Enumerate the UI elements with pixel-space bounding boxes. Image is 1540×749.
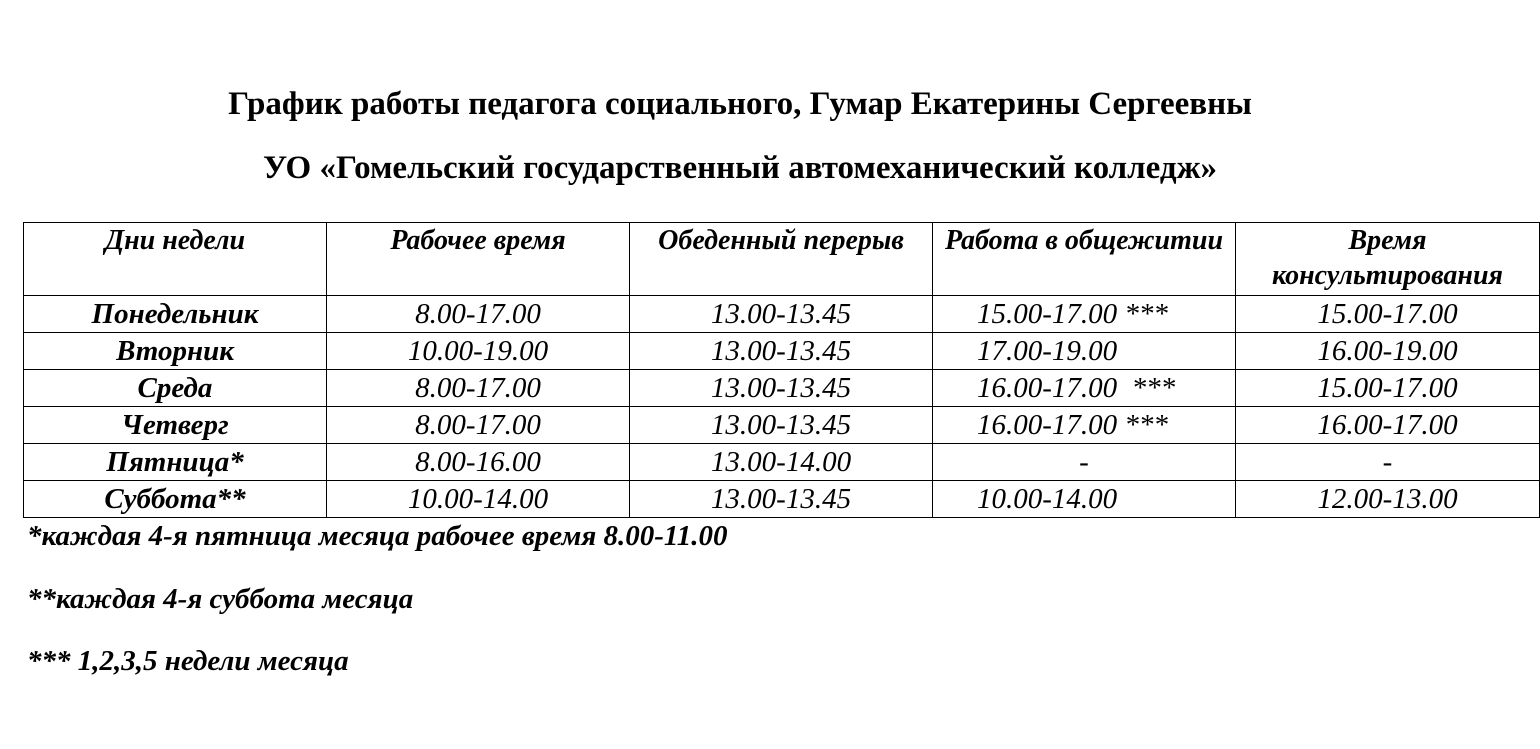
- dorm-cell: 16.00-17.00 ***: [933, 407, 1236, 444]
- consult-cell: 12.00-13.00: [1236, 481, 1540, 518]
- work-time-cell: 8.00-17.00: [327, 296, 630, 333]
- dorm-cell: 16.00-17.00 ***: [933, 370, 1236, 407]
- header-work-time: Рабочее время: [327, 223, 630, 296]
- consult-cell: 16.00-19.00: [1236, 333, 1540, 370]
- day-cell: Четверг: [24, 407, 327, 444]
- table-row: [24, 333, 1540, 370]
- lunch-cell: 13.00-13.45: [630, 296, 933, 333]
- work-time-cell: 10.00-14.00: [327, 481, 630, 518]
- day-cell: Среда: [24, 370, 327, 407]
- table-row: [24, 370, 1540, 407]
- consult-cell: 15.00-17.00: [1236, 370, 1540, 407]
- header-lunch-break: Обеденный перерыв: [630, 223, 933, 296]
- schedule-table: [23, 222, 1540, 518]
- table-row: [24, 296, 1540, 333]
- work-time-cell: 8.00-17.00: [327, 370, 630, 407]
- work-time-cell: 8.00-17.00: [327, 407, 630, 444]
- dorm-cell: 10.00-14.00: [933, 481, 1236, 518]
- day-cell: Суббота**: [24, 481, 327, 518]
- table-row: [24, 444, 1540, 481]
- day-cell: Пятница*: [24, 444, 327, 481]
- lunch-cell: 13.00-13.45: [630, 333, 933, 370]
- dorm-cell: 17.00-19.00: [933, 333, 1236, 370]
- work-time-cell: 10.00-19.00: [327, 333, 630, 370]
- consult-cell: 15.00-17.00: [1236, 296, 1540, 333]
- table-row: [24, 481, 1540, 518]
- header-dorm-work: Работа в общежитии: [933, 223, 1236, 296]
- dorm-cell: 15.00-17.00 ***: [933, 296, 1236, 333]
- lunch-cell: 13.00-13.45: [630, 407, 933, 444]
- day-cell: Понедельник: [24, 296, 327, 333]
- lunch-cell: 13.00-13.45: [630, 481, 933, 518]
- table-header-row: [24, 223, 1540, 296]
- consult-cell: 16.00-17.00: [1236, 407, 1540, 444]
- footnote-weeks: *** 1,2,3,5 недели месяца: [27, 645, 349, 677]
- header-consult-time: Время консультирования: [1236, 223, 1540, 296]
- header-days: Дни недели: [24, 223, 327, 296]
- document-title: График работы педагога социального, Гумар Екатерины Сергеевны: [228, 86, 1252, 122]
- work-time-cell: 8.00-16.00: [327, 444, 630, 481]
- table-row: [24, 407, 1540, 444]
- lunch-cell: 13.00-13.45: [630, 370, 933, 407]
- document-subtitle: УО «Гомельский государственный автомеханический колледж»: [262, 150, 1218, 186]
- day-cell: Вторник: [24, 333, 327, 370]
- dorm-cell: -: [933, 444, 1236, 481]
- footnote-friday: *каждая 4-я пятница месяца рабочее время 8.00-11.00: [27, 520, 728, 552]
- consult-cell: -: [1236, 444, 1540, 481]
- lunch-cell: 13.00-14.00: [630, 444, 933, 481]
- footnote-saturday: **каждая 4-я суббота месяца: [27, 583, 414, 615]
